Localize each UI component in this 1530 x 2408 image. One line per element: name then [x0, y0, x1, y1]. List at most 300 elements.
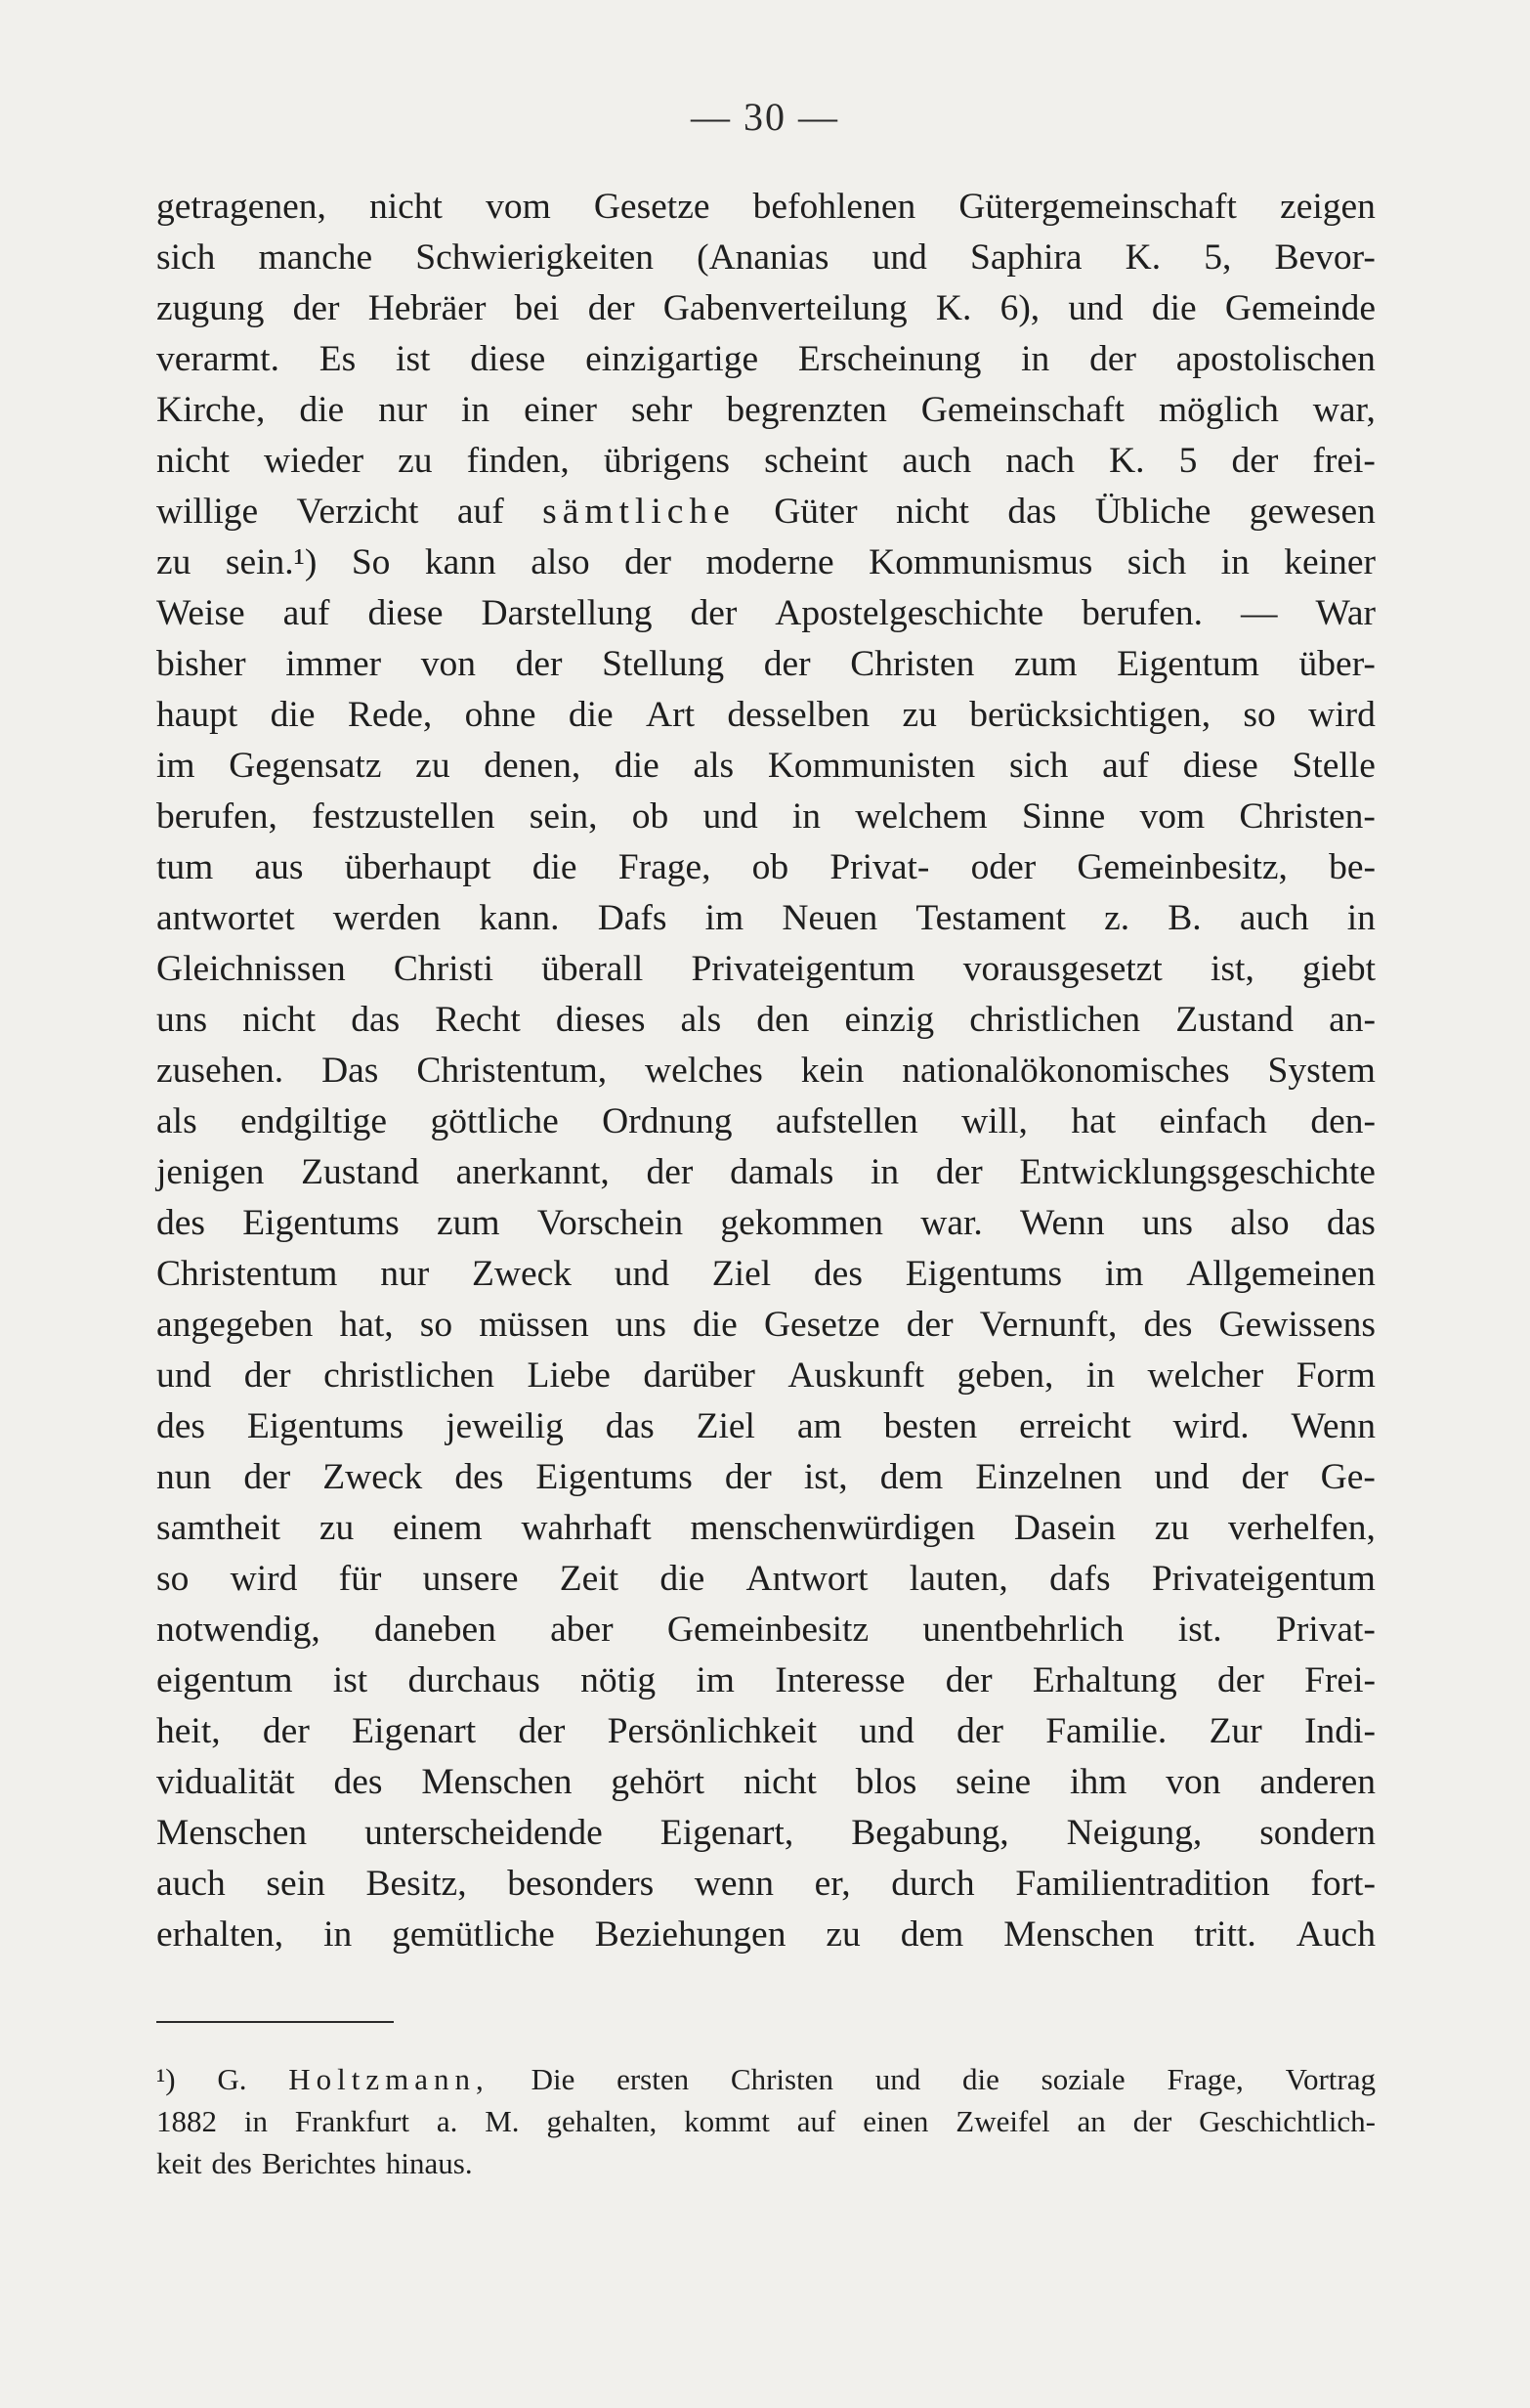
word: sämtliche: [542, 492, 736, 532]
text-line: [156, 792, 1376, 842]
word: der: [690, 593, 738, 633]
word: unterscheidende: [364, 1813, 603, 1853]
word: Gewissens: [1218, 1305, 1376, 1345]
word: der: [1216, 1660, 1264, 1700]
word: zugung: [156, 288, 265, 328]
word: Bevor-: [1274, 237, 1376, 278]
word: Gabenverteilung: [662, 288, 908, 328]
word: (Ananias: [697, 237, 829, 278]
word: Kirche,: [156, 390, 266, 430]
word: Hebräer: [367, 288, 487, 328]
word: Gesetze: [593, 187, 710, 227]
word: und: [1068, 288, 1124, 328]
word: die: [1151, 288, 1197, 328]
text-line: [156, 1401, 1376, 1452]
word: in: [1021, 339, 1050, 379]
word: welcher: [1147, 1355, 1264, 1396]
word: die: [614, 746, 659, 786]
word: aber: [550, 1610, 614, 1650]
word: Christentum: [156, 1254, 338, 1294]
footnote-divider: [156, 2021, 394, 2023]
text-line: [156, 1198, 1376, 1249]
word: in: [1085, 1355, 1116, 1396]
word: Kommunisten: [767, 746, 976, 786]
word: und: [859, 1711, 914, 1751]
word: hinaus.: [385, 2146, 473, 2180]
word: Eigenart: [352, 1711, 477, 1751]
word: Zeit: [559, 1559, 619, 1599]
page-number: — 30 —: [691, 95, 839, 139]
word: besten: [883, 1406, 978, 1446]
word: und: [614, 1254, 669, 1294]
word: a.: [436, 2104, 458, 2138]
word: Vortrag: [1285, 2062, 1376, 2096]
text-line: [156, 1300, 1376, 1351]
word: Christen: [850, 644, 975, 684]
word: Geschichtlich-: [1199, 2104, 1376, 2138]
word: vom: [486, 187, 551, 227]
word: Persönlichkeit: [607, 1711, 818, 1751]
word: Ordnung: [602, 1101, 733, 1141]
word: an-: [1329, 1000, 1376, 1040]
text-line: [156, 1046, 1376, 1096]
word: Antwort: [745, 1559, 869, 1599]
word: Auskunft: [787, 1355, 924, 1396]
word: Indi-: [1304, 1711, 1376, 1751]
word: dieses: [555, 1000, 646, 1040]
text-line: [156, 1859, 1376, 1910]
word: der: [646, 1152, 694, 1192]
word: wenn: [694, 1864, 775, 1904]
word: der: [906, 1305, 954, 1345]
word: M.: [485, 2104, 520, 2138]
word: Eigenart,: [659, 1813, 794, 1853]
word: Christi: [393, 949, 493, 989]
word: also: [531, 542, 590, 582]
word: Ziel: [696, 1406, 755, 1446]
word: Allgemeinen: [1186, 1254, 1376, 1294]
word: geben,: [956, 1355, 1054, 1396]
word: der: [515, 644, 563, 684]
word: Auch: [1296, 1914, 1376, 1955]
word: Rede,: [347, 695, 433, 735]
word: Beziehungen: [594, 1914, 786, 1955]
word: Güter: [774, 492, 858, 532]
word: festzustellen: [312, 796, 495, 837]
word: so: [156, 1559, 190, 1599]
word: der: [1132, 2104, 1172, 2138]
word: Berichtes: [261, 2146, 376, 2180]
word: des: [156, 1203, 205, 1243]
text-line: [156, 893, 1376, 944]
word: keit: [156, 2146, 202, 2180]
word: durch: [891, 1864, 975, 1904]
word: hat,: [339, 1305, 394, 1345]
word: für: [338, 1559, 382, 1599]
text-line: [156, 334, 1376, 385]
word: Holtzmann,: [288, 2062, 489, 2096]
word: welchem: [855, 796, 988, 837]
word: ob: [631, 796, 669, 837]
word: Entwicklungsgeschichte: [1019, 1152, 1376, 1192]
word: scheint: [764, 441, 869, 481]
text-line: [156, 944, 1376, 995]
word: zu: [1154, 1508, 1190, 1548]
word: Art: [646, 695, 696, 735]
word: zu: [902, 695, 937, 735]
word: einem: [393, 1508, 483, 1548]
word: in: [323, 1914, 353, 1955]
word: Stelle: [1292, 746, 1376, 786]
text-line: [156, 385, 1376, 436]
word: heit,: [156, 1711, 221, 1751]
word: System: [1267, 1051, 1376, 1091]
word: der: [1241, 1457, 1289, 1497]
word: am: [796, 1406, 842, 1446]
word: War: [1315, 593, 1376, 633]
word: von: [1166, 1762, 1221, 1802]
word: ist: [332, 1660, 368, 1700]
word: und: [1154, 1457, 1210, 1497]
word: christlichen: [323, 1355, 495, 1396]
text-line: [156, 487, 1376, 538]
word: notwendig,: [156, 1610, 320, 1650]
word: wird: [230, 1559, 298, 1599]
word: Verzicht: [296, 492, 419, 532]
word: will,: [961, 1101, 1028, 1141]
text-line: [156, 436, 1376, 487]
footnote-line: [156, 2142, 1376, 2184]
word: tritt.: [1194, 1914, 1256, 1955]
word: nur: [378, 390, 428, 430]
word: vidualität: [156, 1762, 295, 1802]
word: apostolischen: [1175, 339, 1376, 379]
word: des: [156, 1406, 205, 1446]
word: des: [1143, 1305, 1193, 1345]
word: nicht: [156, 441, 230, 481]
word: lauten,: [909, 1559, 1008, 1599]
text-line: [156, 639, 1376, 690]
word: Menschen: [421, 1762, 573, 1802]
word: im: [696, 1660, 735, 1700]
word: nicht: [743, 1762, 817, 1802]
word: dafs: [1049, 1559, 1111, 1599]
word: erreicht: [1019, 1406, 1131, 1446]
word: G.: [217, 2062, 247, 2096]
word: auch: [156, 1864, 226, 1904]
word: Christen: [730, 2062, 833, 2096]
word: nicht: [895, 492, 969, 532]
word: Christen-: [1239, 796, 1376, 837]
text-line: [156, 538, 1376, 588]
footnote: [156, 2058, 1376, 2184]
word: des: [813, 1254, 863, 1294]
word: von: [420, 644, 477, 684]
word: keiner: [1284, 542, 1376, 582]
word: bei: [514, 288, 560, 328]
word: zu: [156, 542, 191, 582]
word: jenigen: [156, 1152, 265, 1192]
word: und: [874, 2062, 921, 2096]
word: im: [156, 746, 195, 786]
word: Gütergemeinschaft: [958, 187, 1237, 227]
word: Gemeinde: [1224, 288, 1376, 328]
word: Neuen: [782, 898, 878, 938]
word: Vernunft,: [979, 1305, 1118, 1345]
word: die: [659, 1559, 705, 1599]
word: frei-: [1312, 441, 1376, 481]
word: Recht: [435, 1000, 521, 1040]
word: diese: [1182, 746, 1258, 786]
text-line: [156, 1147, 1376, 1198]
word: gekommen: [720, 1203, 883, 1243]
word: Eigentums: [246, 1406, 404, 1446]
word: vom: [1139, 796, 1206, 837]
word: einer: [524, 390, 598, 430]
word: denen,: [484, 746, 581, 786]
word: nicht: [368, 187, 443, 227]
text-line: [156, 1096, 1376, 1147]
word: auf: [796, 2104, 836, 2138]
word: der: [262, 1711, 310, 1751]
word: überall: [541, 949, 644, 989]
word: zu: [319, 1508, 355, 1548]
word: der: [1089, 339, 1136, 379]
word: antwortet: [156, 898, 295, 938]
word: Frankfurt: [294, 2104, 409, 2138]
word: wahrhaft: [521, 1508, 652, 1548]
word: in: [461, 390, 490, 430]
word: christlichen: [969, 1000, 1141, 1040]
word: Eigentum: [1117, 644, 1259, 684]
word: der: [243, 1355, 291, 1396]
text-line: [156, 842, 1376, 893]
word: 5,: [1204, 237, 1232, 278]
word: haupt: [156, 695, 238, 735]
text-line: [156, 1554, 1376, 1605]
word: in: [791, 796, 822, 837]
word: aufstellen: [775, 1101, 918, 1141]
word: damals: [730, 1152, 834, 1192]
word: ohne: [464, 695, 536, 735]
word: —: [1241, 593, 1278, 633]
word: gemütliche: [392, 1914, 555, 1955]
word: wird.: [1172, 1406, 1250, 1446]
word: der: [1231, 441, 1279, 481]
word: die: [961, 2062, 999, 2096]
word: seine: [956, 1762, 1032, 1802]
word: im: [704, 898, 744, 938]
word: gewesen: [1249, 492, 1376, 532]
word: K.: [935, 288, 972, 328]
word: anerkannt,: [455, 1152, 610, 1192]
word: dem: [900, 1914, 964, 1955]
word: sein.¹): [225, 542, 318, 582]
word: der: [624, 542, 672, 582]
word: 5: [1178, 441, 1198, 481]
word: welches: [645, 1051, 763, 1091]
word: und: [871, 237, 927, 278]
word: Übliche: [1094, 492, 1211, 532]
word: Saphira: [969, 237, 1083, 278]
word: z.: [1104, 898, 1130, 938]
word: Weise: [156, 593, 245, 633]
text-line: [156, 1656, 1376, 1706]
word: Vorschein: [536, 1203, 684, 1243]
word: einzig: [844, 1000, 935, 1040]
word: nötig: [580, 1660, 657, 1700]
word: müssen: [479, 1305, 589, 1345]
word: Liebe: [527, 1355, 611, 1396]
word: einzigartige: [585, 339, 759, 379]
word: ob: [751, 847, 789, 887]
word: berücksichtigen,: [969, 695, 1211, 735]
word: uns: [1141, 1203, 1193, 1243]
word: Frei-: [1304, 1660, 1376, 1700]
word: die: [299, 390, 345, 430]
word: Familientradition: [1015, 1864, 1270, 1904]
footnote-line: [156, 2058, 1376, 2100]
word: K.: [1109, 441, 1145, 481]
word: Zur: [1209, 1711, 1262, 1751]
word: als: [680, 1000, 722, 1040]
word: 1882: [156, 2104, 217, 2138]
word: Erhaltung: [1032, 1660, 1177, 1700]
word: überhaupt: [344, 847, 491, 887]
word: gehört: [611, 1762, 705, 1802]
word: Privat-: [1275, 1610, 1376, 1650]
word: und: [702, 796, 758, 837]
word: sondern: [1259, 1813, 1376, 1853]
text-line: [156, 182, 1376, 233]
word: zu: [415, 746, 450, 786]
word: das: [351, 1000, 401, 1040]
word: zeigen: [1280, 187, 1376, 227]
word: berufen.: [1082, 593, 1204, 633]
word: Besitz,: [365, 1864, 467, 1904]
word: blos: [855, 1762, 917, 1802]
word: der: [587, 288, 635, 328]
word: Neigung,: [1066, 1813, 1203, 1853]
word: sich: [1126, 542, 1187, 582]
word: die: [531, 847, 577, 887]
word: Privateigentum: [691, 949, 915, 989]
word: anderen: [1259, 1762, 1376, 1802]
word: auf: [1102, 746, 1150, 786]
word: Dasein: [1013, 1508, 1116, 1548]
word: Darstellung: [481, 593, 653, 633]
word: so: [419, 1305, 453, 1345]
word: Eigentums: [242, 1203, 400, 1243]
word: als: [156, 1101, 197, 1141]
word: den: [756, 1000, 810, 1040]
word: Einzelnen: [975, 1457, 1123, 1497]
word: die: [270, 695, 316, 735]
word: Menschen: [1003, 1914, 1155, 1955]
word: uns: [615, 1305, 666, 1345]
word: kommt: [684, 2104, 770, 2138]
word: Gemeinbesitz,: [1077, 847, 1288, 887]
word: uns: [156, 1000, 208, 1040]
word: auf: [282, 593, 330, 633]
text-line: [156, 1706, 1376, 1757]
word: fort-: [1310, 1864, 1376, 1904]
word: Ge-: [1320, 1457, 1376, 1497]
word: der: [945, 1660, 993, 1700]
word: der: [763, 644, 811, 684]
word: eigentum: [156, 1660, 293, 1700]
word: getragenen,: [156, 187, 326, 227]
word: immer: [285, 644, 382, 684]
word: der: [724, 1457, 772, 1497]
word: Interesse: [775, 1660, 906, 1700]
word: willige: [156, 492, 259, 532]
word: nicht: [242, 1000, 317, 1040]
word: im: [1104, 1254, 1144, 1294]
word: dem: [879, 1457, 944, 1497]
word: angegeben: [156, 1305, 314, 1345]
word: unentbehrlich: [922, 1610, 1125, 1650]
word: kein: [800, 1051, 865, 1091]
word: der: [243, 1457, 291, 1497]
word: be-: [1329, 847, 1376, 887]
word: wieder: [264, 441, 364, 481]
word: war,: [1312, 390, 1376, 430]
word: Wenn: [1020, 1203, 1105, 1243]
word: Ziel: [711, 1254, 772, 1294]
word: so: [1243, 695, 1276, 735]
word: 6),: [999, 288, 1041, 328]
word: endgiltige: [240, 1101, 388, 1141]
word: Zustand: [301, 1152, 419, 1192]
word: zu: [826, 1914, 861, 1955]
word: daneben: [373, 1610, 496, 1650]
word: Zweck: [322, 1457, 423, 1497]
word: Das: [321, 1051, 379, 1091]
word: Dafs: [597, 898, 667, 938]
text-line: [156, 283, 1376, 334]
word: unsere: [422, 1559, 519, 1599]
text-line: [156, 1503, 1376, 1554]
word: auf: [456, 492, 504, 532]
word: des: [333, 1762, 383, 1802]
word: tum: [156, 847, 214, 887]
word: und: [156, 1355, 212, 1396]
word: giebt: [1302, 949, 1376, 989]
word: nationalökonomisches: [902, 1051, 1230, 1091]
word: Privateigentum: [1151, 1559, 1376, 1599]
text-line: [156, 1808, 1376, 1859]
word: den-: [1310, 1101, 1376, 1141]
word: nun: [156, 1457, 212, 1497]
word: an: [1077, 2104, 1106, 2138]
word: er,: [814, 1864, 851, 1904]
word: sein,: [529, 796, 598, 837]
word: auch: [1239, 898, 1309, 938]
word: verhelfen,: [1227, 1508, 1376, 1548]
word: Apostelgeschichte: [775, 593, 1044, 633]
word: möglich: [1158, 390, 1279, 430]
word: das: [1007, 492, 1057, 532]
word: nach: [1005, 441, 1076, 481]
word: nur: [380, 1254, 430, 1294]
word: der: [292, 288, 340, 328]
word: hat: [1071, 1101, 1117, 1141]
word: Begabung,: [851, 1813, 1009, 1853]
word: diese: [470, 339, 546, 379]
word: göttliche: [430, 1101, 559, 1141]
word: sich: [156, 237, 216, 278]
